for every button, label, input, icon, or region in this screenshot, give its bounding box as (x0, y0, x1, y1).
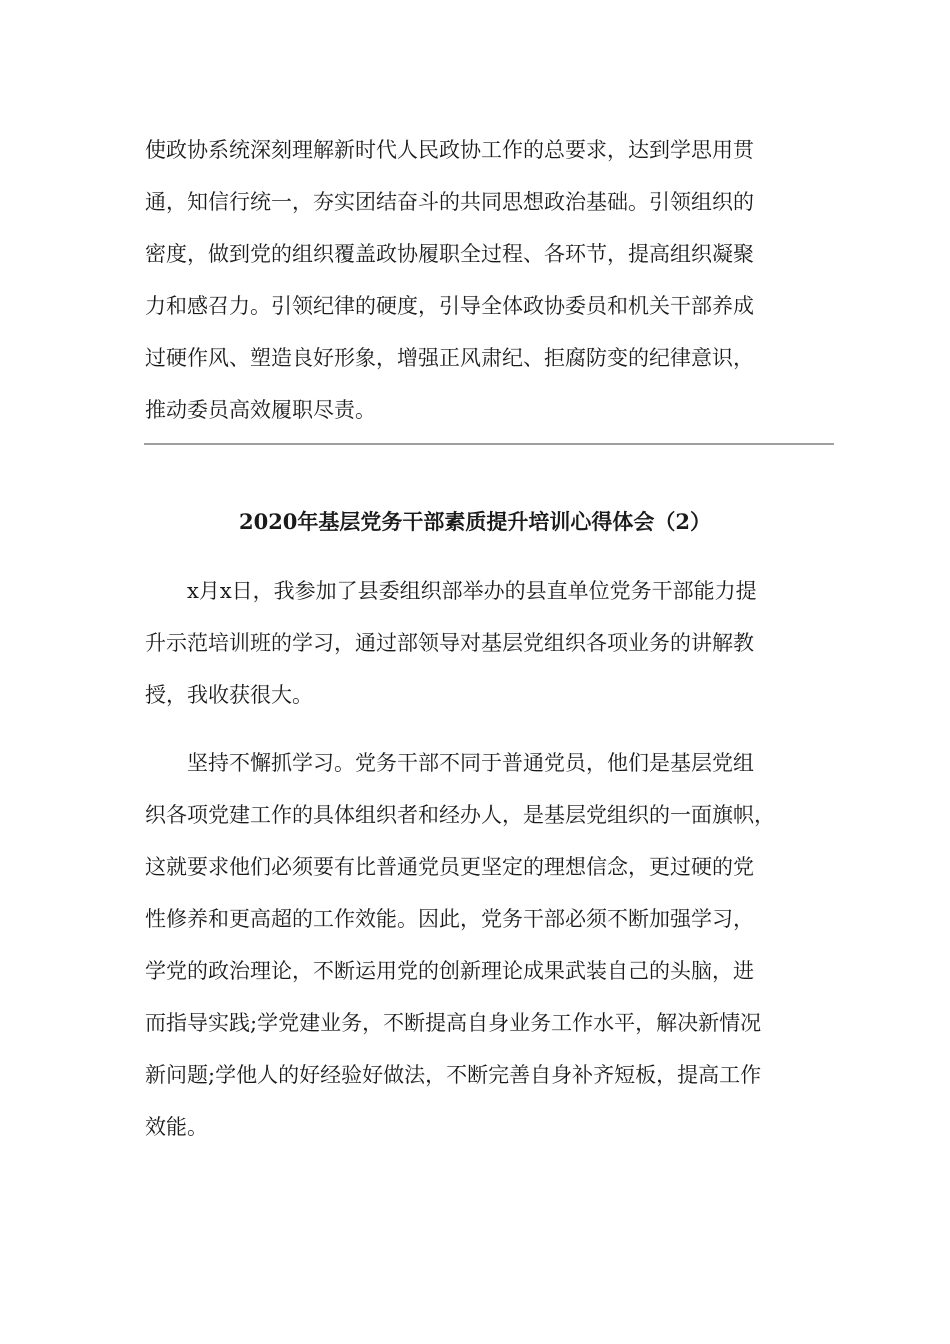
text-line: 力和感召力。引领纪律的硬度，引导全体政协委员和机关干部养成 (145, 294, 754, 318)
text-line: 推动委员高效履职尽责。 (145, 398, 376, 422)
text-line: 密度，做到党的组织覆盖政协履职全过程、各环节，提高组织凝聚 (145, 242, 754, 266)
text-line: 而指导实践;学党建业务，不断提高自身业务工作水平，解决新情况 (145, 1011, 762, 1035)
text-line: 效能。 (145, 1115, 208, 1139)
text-line: x月x日，我参加了县委组织部举办的县直单位党务干部能力提 (187, 579, 757, 603)
text-line: 使政协系统深刻理解新时代人民政协工作的总要求，达到学思用贯 (145, 138, 754, 162)
section-divider (144, 443, 834, 445)
text-line: 学党的政治理论，不断运用党的创新理论成果武装自己的头脑，进 (145, 959, 754, 983)
text-line: 授，我收获很大。 (145, 683, 313, 707)
text-line: 通，知信行统一，夯实团结奋斗的共同思想政治基础。引领组织的 (145, 190, 754, 214)
text-line: 坚持不懈抓学习。党务干部不同于普通党员，他们是基层党组 (187, 751, 754, 775)
section2-paragraph-2 (145, 737, 835, 1153)
text-line: 性修养和更高超的工作效能。因此，党务干部必须不断加强学习， (145, 907, 754, 931)
text-line: 升示范培训班的学习，通过部领导对基层党组织各项业务的讲解教 (145, 631, 754, 655)
text-line: 织各项党建工作的具体组织者和经办人，是基层党组织的一面旗帜， (145, 803, 775, 827)
text-line: 这就要求他们必须要有比普通党员更坚定的理想信念，更过硬的党 (145, 855, 754, 879)
text-line: 新问题;学他人的好经验好做法，不断完善自身补齐短板，提高工作 (145, 1063, 762, 1087)
section1-paragraph (145, 124, 835, 436)
article-title: 2020年基层党务干部素质提升培训心得体会（2） (238, 509, 712, 534)
text-line: 过硬作风、塑造良好形象，增强正风肃纪、拒腐防变的纪律意识， (145, 346, 754, 370)
section2-paragraph-1 (145, 565, 835, 721)
